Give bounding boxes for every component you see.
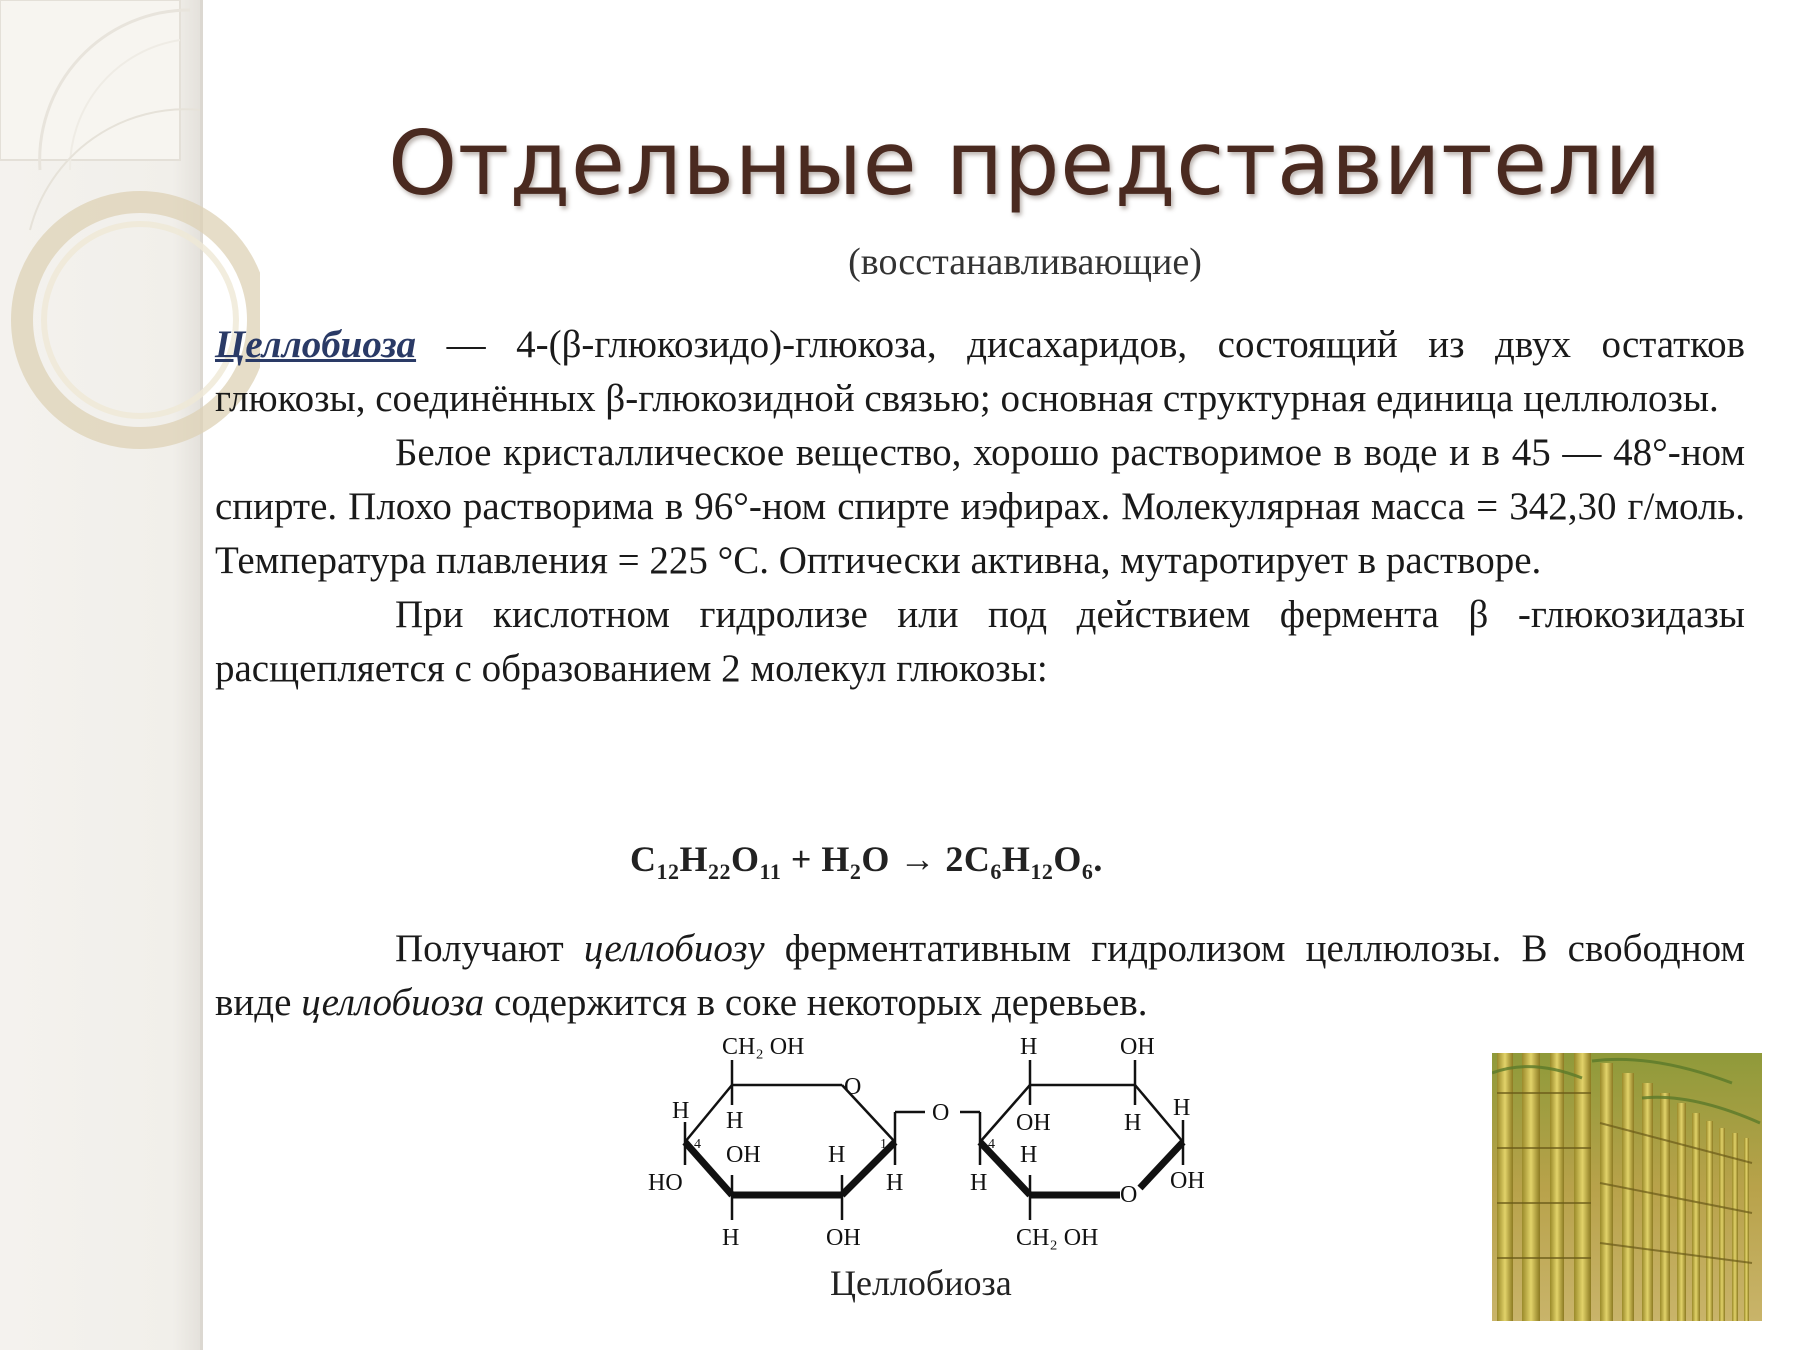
label-h-c5-2: H (1020, 1142, 1038, 1168)
label-h-c3-1: H (828, 1142, 846, 1168)
label-oh-bottom1: OH (826, 1225, 861, 1251)
label-ho-left: HO (648, 1170, 683, 1196)
label-h-top2: H (1020, 1034, 1038, 1060)
label-ring2-o: O (1120, 1182, 1138, 1208)
label-oh-c3-2: OH (1016, 1110, 1051, 1136)
label-h-c5: H (726, 1108, 744, 1134)
label-o-bridge: O (932, 1100, 950, 1126)
slide-title: Отдельные представители (387, 112, 1663, 215)
label-h-bottom1: H (722, 1225, 740, 1251)
eq-reactant1: $C_{12}H_{22}O_{11}$ (630, 839, 782, 885)
definition-text: — 4-(β-глюкозидо)-глюкоза, дисахаридов, состоящий из двух остатков глюкозы, соединённых β-глюкозидной связью; основная структурная единица целлюлозы. (215, 323, 1745, 420)
eq-product: $2C_6H_{12}O_6$. (945, 839, 1103, 885)
paragraph-properties: Белое кристаллическое вещество, хорошо растворимое в воде и в 45 — 48°-ном спирте. Плохо растворима в 96°-ном спирте иэфирах. Молекулярная масса = 342,30 г/моль. Температура плавления = 225 °C. Оптически активна, мутаротирует в растворе. (215, 431, 1745, 582)
paragraph-origin (215, 922, 1745, 1030)
slide-subtitle: (восстанавливающие) (848, 241, 1202, 283)
label-h-left2: H (970, 1170, 988, 1196)
label-ch2oh-bottom: CH₂ OH (1016, 1225, 1099, 1251)
label-ch2oh-top: CH₂ OH (722, 1034, 805, 1060)
label-four-2: 4 (988, 1137, 995, 1152)
label-oh-right2: OH (1170, 1168, 1205, 1194)
origin-term2: целлобиоза (301, 981, 485, 1024)
label-four-1: 4 (694, 1137, 701, 1152)
label-oh-c2-1: OH (726, 1142, 761, 1168)
term-link[interactable]: Целлобиоза (215, 323, 417, 366)
body-text (215, 318, 1745, 696)
label-h-left: H (672, 1098, 690, 1124)
origin-term1: целлобиозу (583, 927, 765, 970)
eq-arrow: → (899, 839, 936, 879)
body-text-bottom (215, 922, 1745, 1030)
structure-caption: Целлобиоза (830, 1263, 1012, 1303)
eq-plus: + (790, 839, 812, 879)
ring-1 (685, 1060, 925, 1220)
label-h-right2: H (1173, 1095, 1191, 1121)
eq-reactant2: $H_2O$ (821, 839, 890, 885)
label-h-c1-1: H (886, 1170, 904, 1196)
origin-part2: ферментативным гидролизом целлюлозы. В свободном виде (215, 927, 1745, 1024)
label-h-c2-2: H (1124, 1110, 1142, 1136)
cellobiose-structure (630, 1030, 1250, 1270)
paragraph-hydrolysis: При кислотном гидролизе или под действием фермента β -глюкозидазы расщепляется с образованием 2 молекул глюкозы: (215, 593, 1745, 690)
sugarcane-photo (1492, 1053, 1762, 1321)
origin-part3: содержится в соке некоторых деревьев. (484, 981, 1148, 1024)
label-one-1: 1 (880, 1137, 887, 1152)
origin-part1: Получают (395, 927, 584, 970)
paragraph-definition (215, 318, 1745, 426)
label-oh-top2: OH (1120, 1034, 1155, 1060)
label-ring1-o: O (844, 1074, 862, 1100)
hydrolysis-equation (630, 838, 1103, 885)
